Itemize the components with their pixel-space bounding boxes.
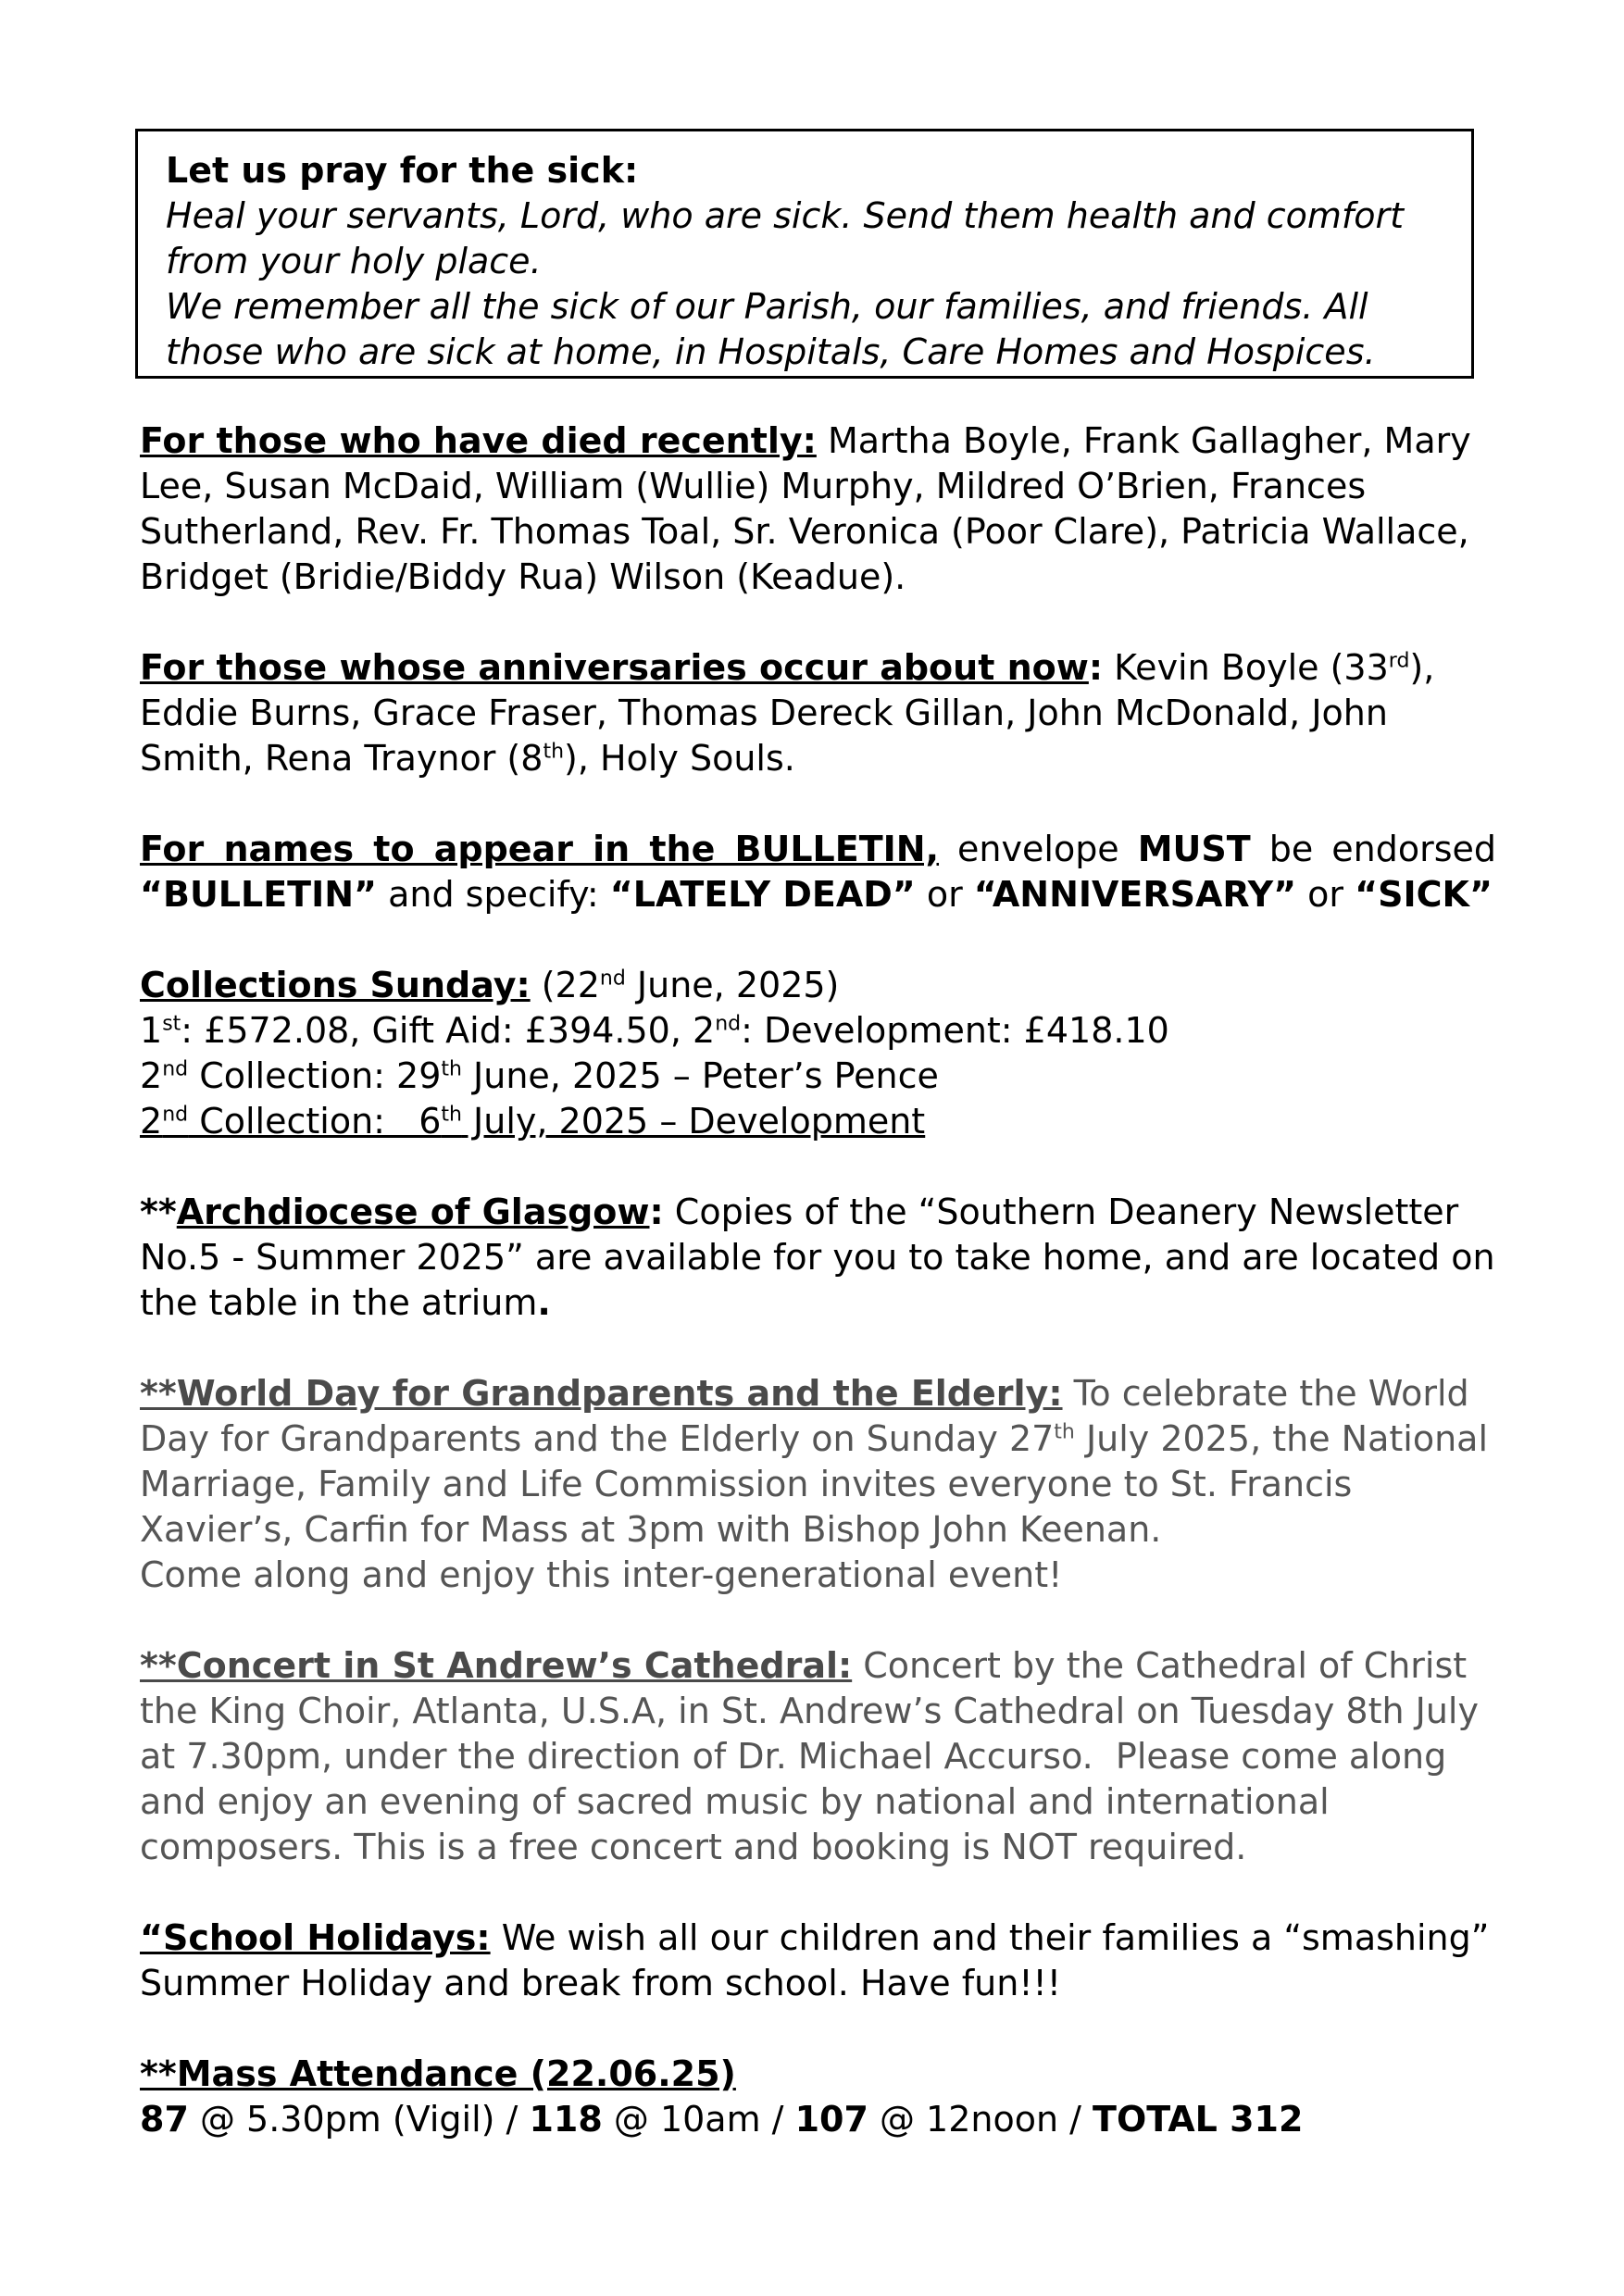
collections-l3-a: 2 <box>140 1101 163 1142</box>
mass-attendance-figures <box>140 2097 1496 2142</box>
anniversaries-heading: For those whose anniversaries occur about now <box>140 647 1089 688</box>
bulletin-lately-dead: “LATELY DEAD” <box>609 874 916 915</box>
attendance-10am-label: @ 10am / <box>602 2099 795 2140</box>
attendance-noon-count: 107 <box>794 2099 868 2140</box>
bulletin-word: “BULLETIN” <box>140 874 378 915</box>
attendance-noon-label: @ 12noon / <box>868 2099 1093 2140</box>
archdiocese-section <box>140 1190 1496 1326</box>
attendance-10am-count: 118 <box>529 2099 603 2140</box>
grandparents-sup: th <box>1054 1420 1075 1444</box>
collections-l1-c: : Development: £418.10 <box>741 1010 1169 1051</box>
collections-l3-sup2: th <box>441 1103 462 1127</box>
attendance-vigil-label: @ 5.30pm (Vigil) / <box>188 2099 530 2140</box>
prayer-line-1: Heal your servants, Lord, who are sick. Send them health and comfort from your holy place. <box>166 195 1404 281</box>
died-recently-section <box>140 418 1496 600</box>
concert-heading: **Concert in St Andrew’s Cathedral: <box>140 1645 853 1686</box>
anniversaries-text-a: Kevin Boyle (33 <box>1103 647 1389 688</box>
bulletin-anniversary: “ANNIVERSARY” <box>973 874 1297 915</box>
concert-text: Concert by the Cathedral of Christ the King Choir, Atlanta, U.S.A, in St. Andrew’s Cathedral on Tuesday 8th July at 7.30pm, under the direction of Dr. Michael Accurso. Please come along and enjoy an evening of sacred music by national and international composers. This is a free concert and booking is NOT required. <box>140 1645 1491 1867</box>
died-recently-heading: For those who have died recently: <box>140 420 817 461</box>
collections-l3-sup1: nd <box>162 1103 189 1127</box>
collections-l3-b: Collection: 6 <box>188 1101 442 1142</box>
collections-l1-a: 1 <box>140 1010 163 1051</box>
collections-l1-b: : £572.08, Gift Aid: £394.50, 2 <box>181 1010 716 1051</box>
bulletin-names-section <box>140 827 1496 917</box>
collections-l1-sup2: nd <box>715 1012 742 1036</box>
archdiocese-heading: Archdiocese of Glasgow <box>176 1192 650 1232</box>
mass-attendance-heading: **Mass Attendance (22.06.25) <box>140 2053 736 2094</box>
collections-date-a: (22 <box>530 965 600 1005</box>
school-holidays-heading: “School Holidays: <box>140 1917 491 1958</box>
prayer-box <box>135 129 1474 379</box>
archdiocese-period: . <box>537 1282 551 1323</box>
collections-l3-c: July, 2025 – Development <box>461 1101 926 1142</box>
anniversaries-colon: : <box>1088 647 1104 688</box>
school-holidays-text: We wish all our children and their families a “smashing” Summer Holiday and break from school. Have fun!!! <box>140 1917 1490 2003</box>
collections-l2-b: Collection: 29 <box>188 1055 442 1096</box>
bulletin-text-1: envelope <box>939 829 1138 869</box>
bulletin-content <box>140 418 1496 2188</box>
attendance-vigil-count: 87 <box>140 2099 189 2140</box>
school-holidays-section <box>140 1915 1496 2006</box>
collections-l2-c: June, 2025 – Peter’s Pence <box>461 1055 939 1096</box>
concert-section <box>140 1643 1496 1870</box>
grandparents-text-a: To celebrate the World Day for Grandparents and the Elderly on Sunday 27 <box>140 1373 1469 1459</box>
grandparents-text-b: July 2025, the National Marriage, Family and Life Commission invites everyone to St. Francis Xavier’s, Carfin for Mass at 3pm with Bishop John Keenan. <box>140 1418 1489 1550</box>
bulletin-or-1: or <box>915 874 974 915</box>
collections-l2-a: 2 <box>140 1055 163 1096</box>
died-recently-names: Martha Boyle, Frank Gallagher, Mary Lee, Susan McDaid, William (Wullie) Murphy, Mildred O’Brien, Frances Sutherland, Rev. Fr. Thomas Toal, Sr. Veronica (Poor Clare), Patricia Wallace, Bridget (Bridie/Biddy Rua) Wilson (Keadue). <box>140 420 1471 597</box>
prayer-title: Let us pray for the sick: <box>166 150 639 191</box>
bulletin-must: MUST <box>1137 829 1251 869</box>
anniversaries-text-c: ), Holy Souls. <box>564 738 795 779</box>
grandparents-heading: **World Day for Grandparents and the Elderly: <box>140 1373 1063 1414</box>
archdiocese-colon: : <box>649 1192 664 1232</box>
collections-line-1 <box>140 1008 1496 1054</box>
anniversaries-section <box>140 645 1496 781</box>
collections-line-2 <box>140 1054 1496 1099</box>
collections-l2-sup1: nd <box>162 1057 189 1081</box>
collections-l2-sup2: th <box>441 1057 462 1081</box>
grandparents-section <box>140 1371 1496 1598</box>
collections-heading-line <box>140 963 1496 1008</box>
attendance-total: TOTAL 312 <box>1093 2099 1304 2140</box>
collections-section <box>140 963 1496 1144</box>
collections-date-sup: nd <box>599 967 626 991</box>
grandparents-line-2: Come along and enjoy this inter-generational event! <box>140 1554 1063 1595</box>
collections-date-b: June, 2025) <box>625 965 840 1005</box>
anniversaries-sup-a: rd <box>1388 649 1410 673</box>
collections-line-3 <box>140 1099 1496 1144</box>
bulletin-or-2: or <box>1296 874 1355 915</box>
archdiocese-text: Copies of the “Southern Deanery Newsletter No.5 - Summer 2025” are available for you to take home, and are located on the table in the atrium <box>140 1192 1495 1323</box>
collections-l1-sup1: st <box>162 1012 181 1036</box>
anniversaries-text-b: ), Eddie Burns, Grace Fraser, Thomas Dereck Gillan, John McDonald, John Smith, Rena Traynor (8 <box>140 647 1435 779</box>
anniversaries-sup-b: th <box>543 740 565 764</box>
archdiocese-stars: ** <box>140 1192 177 1232</box>
bulletin-text-3: and specify: <box>377 874 610 915</box>
collections-heading: Collections Sunday: <box>140 965 531 1005</box>
mass-attendance-section <box>140 2052 1496 2142</box>
bulletin-names-heading: For names to appear in the BULLETIN, <box>140 829 940 869</box>
bulletin-text-2: be endorsed <box>1250 829 1496 869</box>
bulletin-sick: “SICK” <box>1355 874 1493 915</box>
prayer-line-2: We remember all the sick of our Parish, our families, and friends. All those who are sick at home, in Hospitals, Care Homes and Hospices. <box>166 286 1376 372</box>
